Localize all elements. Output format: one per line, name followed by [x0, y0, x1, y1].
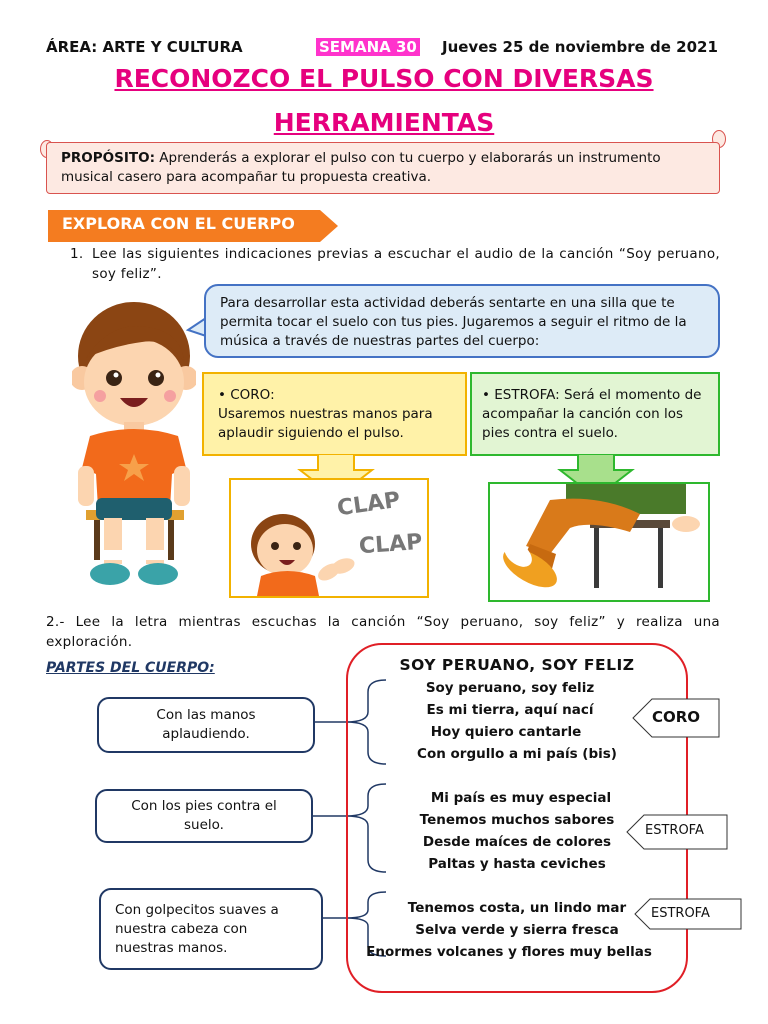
lyric-line: Es mi tierra, aquí nací: [426, 702, 594, 718]
step-2-text: 2.- Lee la letra mientras escuchas la canción “Soy peruano, soy feliz” y realiza una exploración.: [46, 614, 720, 650]
title-line-1: RECONOZCO EL PULSO CON DIVERSAS: [114, 64, 654, 93]
body-part-hands: Con las manos aplaudiendo.: [97, 697, 315, 753]
song-title: SOY PERUANO, SOY FELIZ: [399, 656, 635, 674]
lyric-line: Con orgullo a mi país (bis): [417, 746, 617, 762]
estrofa-tag-2: ESTROFA: [651, 906, 710, 921]
area-label: ÁREA: ARTE Y CULTURA: [46, 38, 243, 56]
section-banner-label: EXPLORA CON EL CUERPO: [62, 214, 295, 233]
feet-image-frame: [488, 482, 710, 602]
instruction-speech-bubble: Para desarrollar esta actividad deberás sentarte en una silla que te permita tocar el suelo con tus pies. Jugaremos a seguir el ritmo de la música a través de nuestras partes del cuerpo:: [204, 284, 720, 358]
step-1-number: 1.: [70, 246, 84, 262]
clapping-image-frame: [229, 478, 429, 598]
estrofa-instruction-box: • ESTROFA: Será el momento de acompañar la canción con los pies contra el suelo.: [470, 372, 720, 456]
title-line-2: HERRAMIENTAS: [273, 108, 495, 137]
purpose-label: PROPÓSITO:: [61, 150, 155, 166]
feet-on-floor-illustration: [490, 484, 708, 600]
clap-word-1: CLAP: [335, 487, 402, 522]
lyric-line: Tenemos costa, un lindo mar: [407, 900, 627, 916]
seated-boy-illustration: [72, 298, 196, 594]
lyric-line: Paltas y hasta ceviches: [428, 856, 606, 872]
step-1-text: Lee las siguientes indicaciones previas a escuchar el audio de la canción “Soy peruano, soy feliz”.: [92, 246, 720, 282]
purpose-box: [46, 142, 720, 194]
coro-box-title: • CORO:: [218, 387, 275, 403]
coro-tag: CORO: [652, 708, 701, 726]
coro-box-text: Usaremos nuestras manos para aplaudir siguiendo el pulso.: [218, 406, 433, 441]
lyric-line: Hoy quiero cantarle: [430, 724, 582, 740]
lyric-line: Selva verde y sierra fresca: [415, 922, 619, 938]
body-parts-heading: PARTES DEL CUERPO:: [46, 660, 215, 676]
date-label: Jueves 25 de noviembre de 2021: [442, 38, 718, 56]
lyric-line: Soy peruano, soy feliz: [425, 680, 595, 696]
purpose-text: Aprenderás a explorar el pulso con tu cuerpo y elaborarás un instrumento musical casero para acompañar tu propuesta creativa.: [61, 150, 661, 185]
coro-instruction-box: [202, 372, 467, 456]
lyric-line: Enormes volcanes y flores muy bellas: [366, 944, 652, 960]
lyric-line: Desde maíces de colores: [422, 834, 612, 850]
body-part-head-taps: Con golpecitos suaves a nuestra cabeza con nuestras manos.: [99, 888, 323, 970]
lyric-line: Mi país es muy especial: [430, 790, 612, 806]
body-part-feet: Con los pies contra el suelo.: [95, 789, 313, 843]
lyric-line: Tenemos muchos sabores: [419, 812, 615, 828]
week-badge: SEMANA 30: [316, 38, 420, 56]
clap-word-2: CLAP: [358, 529, 424, 560]
estrofa-tag-1: ESTROFA: [645, 823, 704, 838]
